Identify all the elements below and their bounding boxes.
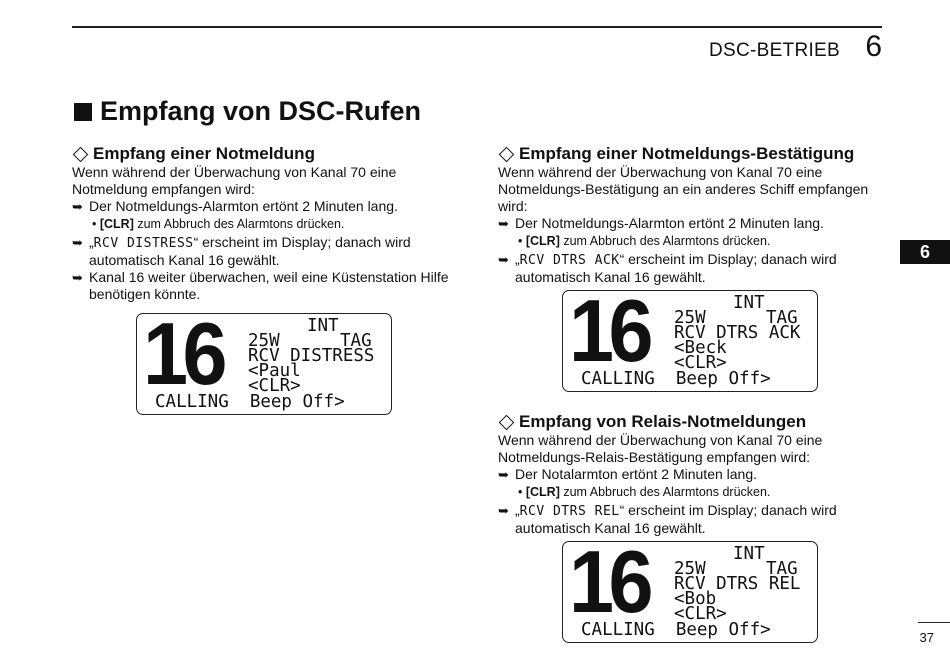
lcd-line: TAG bbox=[766, 559, 798, 579]
chapter-title: DSC-BETRIEB bbox=[708, 40, 840, 61]
quote-open: „ bbox=[515, 251, 520, 267]
lcd-inline-text: RCV DTRS REL bbox=[519, 504, 620, 519]
lcd-line: <CLR> bbox=[248, 376, 301, 396]
arrow-bullet-icon: ➥ bbox=[498, 503, 509, 518]
lcd-inline-text: RCV DTRS ACK bbox=[519, 253, 620, 268]
subsection-heading-relais bbox=[498, 412, 884, 432]
list-item bbox=[498, 466, 884, 483]
diamond-icon bbox=[73, 146, 89, 162]
lcd-line: RCV DTRS ACK bbox=[674, 323, 801, 343]
list-item bbox=[498, 251, 884, 286]
lcd-inline-text: RCV DISTRESS bbox=[93, 236, 194, 251]
subsection-heading-bestaetigung bbox=[498, 144, 884, 164]
lcd-line: RCV DISTRESS bbox=[248, 346, 375, 366]
intro-text: Wenn während der Überwachung von Kanal 70 eine Notmeldung empfangen wird: bbox=[72, 164, 397, 197]
right-column bbox=[498, 144, 884, 643]
lcd-line: <Beck bbox=[674, 338, 727, 358]
list-item-text: Kanal 16 weiter überwachen, weil eine Küstenstation Hilfe benötigen könnte. bbox=[89, 269, 449, 302]
arrow-bullet-icon: ➥ bbox=[72, 270, 83, 285]
arrow-bullet-icon: ➥ bbox=[72, 235, 83, 250]
lcd-line: CALLING Beep Off> bbox=[581, 369, 771, 389]
arrow-bullet-icon: ➥ bbox=[498, 216, 509, 231]
arrow-bullet-icon: ➥ bbox=[72, 199, 83, 214]
lcd-line: 25W bbox=[674, 308, 706, 328]
lcd-line: <CLR> bbox=[674, 604, 727, 624]
list-item-text: Der Notmeldungs-Alarmton ertönt 2 Minuten lang. bbox=[515, 215, 824, 231]
arrow-bullet-icon: ➥ bbox=[498, 252, 509, 267]
page-number: 37 bbox=[919, 630, 934, 645]
lcd-display bbox=[562, 532, 818, 643]
list-item bbox=[72, 234, 458, 269]
lcd-display bbox=[136, 304, 392, 415]
chapter-number: 6 bbox=[865, 30, 882, 63]
lcd-channel-number: 16 bbox=[569, 281, 649, 380]
subsection-heading-notmeldung bbox=[72, 144, 458, 164]
lcd-line: CALLING Beep Off> bbox=[581, 620, 771, 640]
lcd-display bbox=[562, 281, 818, 392]
lcd-line: <Bob bbox=[674, 589, 717, 609]
diamond-icon bbox=[499, 414, 515, 430]
lcd-line: 25W bbox=[248, 331, 280, 351]
chapter-side-tab[interactable]: 6 bbox=[900, 240, 950, 264]
sub-item: • [CLR] zum Abbruch des Alarmtons drücken. bbox=[518, 234, 771, 248]
left-column bbox=[72, 144, 458, 415]
section-heading bbox=[74, 96, 421, 127]
key-label: [CLR] bbox=[525, 234, 560, 248]
list-item bbox=[498, 502, 884, 537]
lcd-line: INT bbox=[733, 544, 765, 564]
list-item-text-rest: “ erscheint im Display; danach wird automatisch Kanal 16 gewählt. bbox=[515, 251, 837, 285]
quote-open: „ bbox=[515, 502, 520, 518]
lcd-channel-number: 16 bbox=[143, 304, 223, 403]
quote-open: „ bbox=[89, 234, 94, 250]
header-rule bbox=[72, 26, 882, 28]
lcd-line: INT bbox=[733, 293, 765, 313]
list-item bbox=[72, 269, 458, 303]
subsection-heading-text: Empfang einer Notmeldungs-Bestätigung bbox=[519, 144, 855, 163]
sub-item: • [CLR] zum Abbruch des Alarmtons drücken. bbox=[92, 217, 345, 231]
lcd-line: INT bbox=[307, 316, 339, 336]
lcd-channel-number: 16 bbox=[569, 532, 649, 631]
lcd-line: TAG bbox=[340, 331, 372, 351]
list-item-text: Der Notmeldungs-Alarmton ertönt 2 Minuten lang. bbox=[89, 198, 398, 214]
key-label: [CLR] bbox=[525, 485, 560, 499]
intro-text: Wenn während der Überwachung von Kanal 70 eine Notmeldungs-Relais-Bestätigung empfangen wird: bbox=[498, 432, 823, 465]
subsection-heading-text: Empfang von Relais-Notmeldungen bbox=[519, 412, 807, 431]
arrow-bullet-icon: ➥ bbox=[498, 467, 509, 482]
subsection-heading-text: Empfang einer Notmeldung bbox=[93, 144, 315, 163]
sub-item-text: zum Abbruch des Alarmtons drücken. bbox=[559, 485, 771, 499]
square-bullet-icon bbox=[74, 103, 92, 121]
sub-item-text: zum Abbruch des Alarmtons drücken. bbox=[559, 234, 771, 248]
intro-text: Wenn während der Überwachung von Kanal 70 eine Notmeldungs-Bestätigung an ein anderes Schiff empfangen wird: bbox=[498, 164, 869, 214]
lcd-line: <Paul bbox=[248, 361, 301, 381]
list-item-text-rest: “ erscheint im Display; danach wird automatisch Kanal 16 gewählt. bbox=[89, 234, 411, 268]
lcd-line: TAG bbox=[766, 308, 798, 328]
lcd-line: CALLING Beep Off> bbox=[155, 392, 345, 412]
sub-item: • [CLR] zum Abbruch des Alarmtons drücken. bbox=[518, 485, 771, 499]
footer-rule bbox=[918, 622, 950, 623]
diamond-icon bbox=[499, 146, 515, 162]
key-label: [CLR] bbox=[99, 217, 134, 231]
list-item-text-rest: “ erscheint im Display; danach wird automatisch Kanal 16 gewählt. bbox=[515, 502, 837, 536]
list-item bbox=[498, 215, 884, 232]
lcd-line: RCV DTRS REL bbox=[674, 574, 801, 594]
sub-item-text: zum Abbruch des Alarmtons drücken. bbox=[133, 217, 345, 231]
lcd-line: <CLR> bbox=[674, 353, 727, 373]
list-item bbox=[72, 198, 458, 215]
list-item-text bbox=[89, 234, 458, 269]
lcd-line: 25W bbox=[674, 559, 706, 579]
list-item-text: Der Notalarmton ertönt 2 Minuten lang. bbox=[515, 466, 758, 482]
section-heading-text: Empfang von DSC-Rufen bbox=[100, 96, 421, 126]
